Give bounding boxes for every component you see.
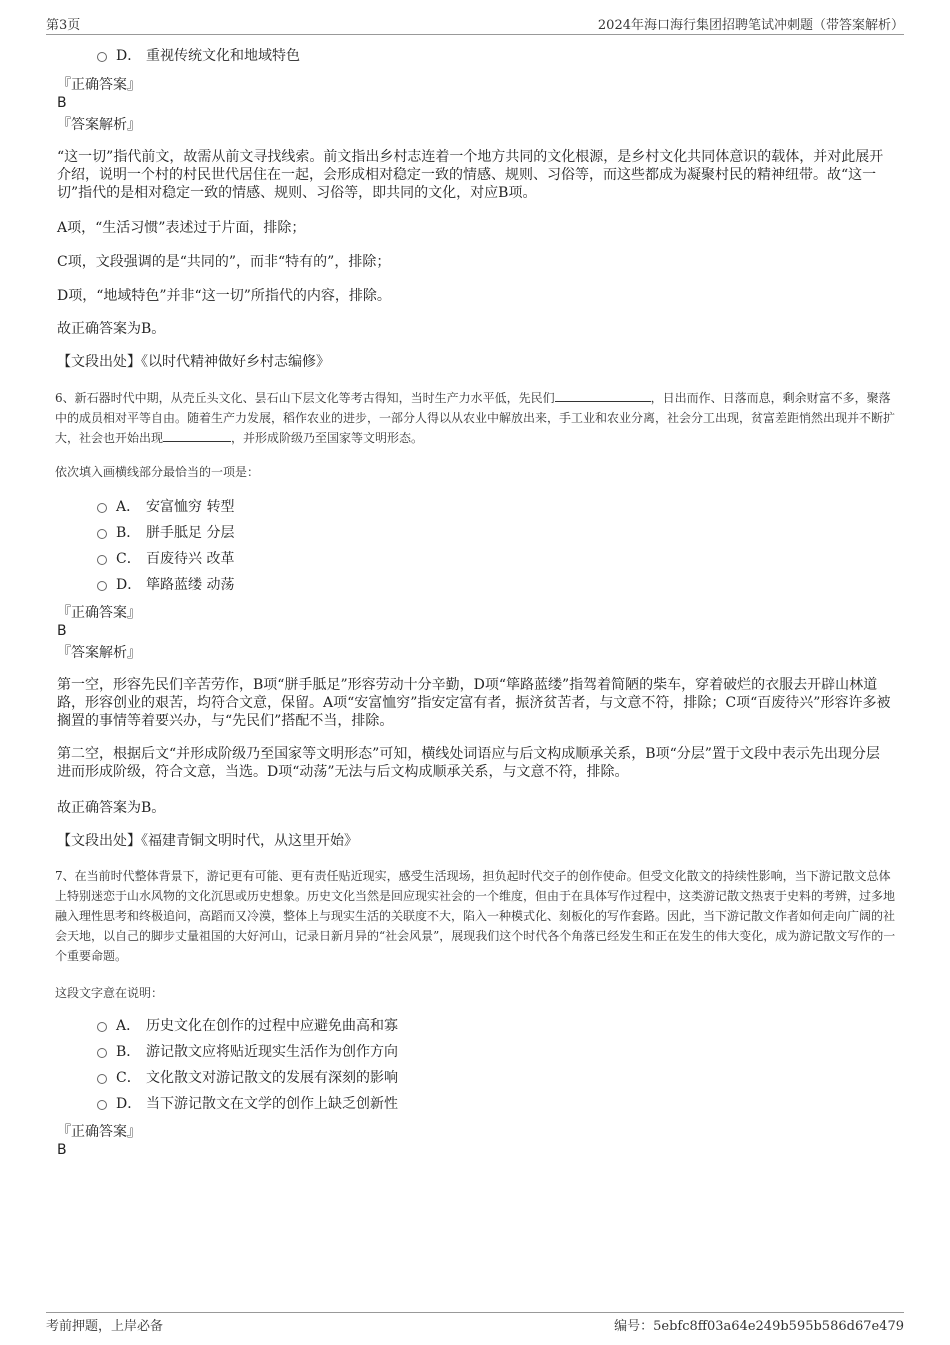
q6-answer: B: [57, 623, 67, 639]
footer-slogan: 考前押题，上岸必备: [46, 1319, 164, 1334]
page-number: 第3页: [46, 18, 81, 33]
page-header: [46, 14, 904, 35]
radio-icon[interactable]: [97, 1100, 107, 1110]
q7-prompt: 这段文字意在说明：: [55, 986, 164, 1000]
q6-analysis-paragraph: 第一空，形容先民们辛苦劳作，B项“胼手胝足”形容劳动十分辛勤，D项“筚路蓝缕”指驾着简陋的柴车，穿着破烂的衣服去开辟山林道路，形容创业的艰苦，均符合文意，保留。A项“安富恤穷”指安定富有者，振济贫苦者，与文意不符，排除；C项“百废待兴”形容许多被搁置的事情等着要兴办，与“先民们”搭配不当，排除。: [57, 677, 891, 729]
radio-icon[interactable]: [97, 581, 107, 591]
q7-question-text: 7、在当前时代整体背景下，游记更有可能、更有责任贴近现实，感受生活现场，担负起时代交子的创作使命。但受文化散文的持续性影响，当下游记散文总体上特别迷恋于山水风物的文化沉思或历史想象。历史文化当然是回应现实社会的一个维度，但由于在具体写作过程中，这类游记散文热衷于史料的考辨，过多地融入理性思考和终极追问，高蹈而又冷漠，整体上与现实生活的关联度不大，陷入一种模式化、刻板化的写作套路。因此，当下游记散文作者如何走向广阔的社会天地，以自己的脚步丈量祖国的大好河山，记录日新月异的“社会风景”，展现我们这个时代各个角落已经发生和正在发生的伟大变化，成为游记散文写作的一个重要命题。: [55, 869, 896, 963]
q6-option-c[interactable]: C． 百废待兴 改革: [97, 549, 234, 569]
q6-prompt: 依次填入画横线部分最恰当的一项是：: [55, 465, 260, 479]
q5-answer: B: [57, 95, 67, 111]
q6-analysis-paragraph: 第二空，根据后文“并形成阶级乃至国家等文明形态”可知，横线处词语应与后文构成顺承关系，B项“分层”置于文段中表示先出现分层进而形成阶级，符合文意，当选。D项“动荡”无法与后文构成顺承关系，与文意不符，排除。: [57, 746, 880, 780]
q5-analysis-paragraph: C项，文段强调的是“共同的”，而非“特有的”，排除；: [57, 254, 391, 270]
q5-option-d[interactable]: D． 重视传统文化和地域特色: [97, 46, 300, 66]
q7-option-b[interactable]: B． 游记散文应将贴近现实生活作为创作方向: [97, 1042, 398, 1062]
radio-icon[interactable]: [97, 529, 107, 539]
q6-option-a[interactable]: A． 安富恤穷 转型: [97, 497, 234, 517]
radio-icon[interactable]: [97, 1048, 107, 1058]
q6-question-text: 6、新石器时代中期，从壳丘头文化、昙石山下层文化等考古得知，当时生产力水平低，先民们 ，日出而作、日落而息，剩余财富不多，聚落中的成员相对平等自由。随着生产力发展，稻作农业的进步，一部分人得以从农业中解放出来，手工业和农业分离，社会分工出现，贫富差距悄然出现并不断扩大，社会也开始出现 ，并形成阶级乃至国家等文明形态。: [55, 391, 896, 445]
q6-source: 【文段出处】《福建青铜文明时代，从这里开始》: [57, 833, 358, 849]
page-footer: [46, 1312, 904, 1337]
fill-in-blank: [163, 429, 231, 442]
q5-analysis-paragraph: A项，“生活习惯”表述过于片面，排除；: [57, 220, 306, 236]
document-id: 编号：5ebfc8ff03a64e249b595b586d67e479: [614, 1319, 904, 1334]
q6-option-d[interactable]: D． 筚路蓝缕 动荡: [97, 575, 234, 595]
q5-analysis-paragraph: “这一切”指代前文，故需从前文寻找线索。前文指出乡村志连着一个地方共同的文化根源，是乡村文化共同体意识的载体，并对此展开介绍，说明一个村的村民世代居住在一起，会形成相对稳定一致的情感、规则、习俗等，而这些都成为凝聚村民的精神纽带。故“这一切”指代的是相对稳定一致的情感、规则、习俗等，即共同的文化，对应B项。: [57, 149, 884, 201]
q5-analysis-label: 『答案解析』: [57, 117, 141, 133]
document-title: 2024年海口海行集团招聘笔试冲刺题（带答案解析）: [597, 18, 904, 33]
q5-analysis-paragraph: D项，“地域特色”并非“这一切”所指代的内容，排除。: [57, 288, 391, 304]
fill-in-blank: [555, 389, 651, 402]
q7-option-a[interactable]: A． 历史文化在创作的过程中应避免曲高和寡: [97, 1016, 398, 1036]
radio-icon[interactable]: [97, 1022, 107, 1032]
radio-icon[interactable]: [97, 503, 107, 513]
q5-source: 【文段出处】《以时代精神做好乡村志编修》: [57, 354, 330, 370]
q7-option-d[interactable]: D． 当下游记散文在文学的创作上缺乏创新性: [97, 1094, 398, 1114]
q7-answer-label: 『正确答案』: [57, 1124, 141, 1140]
q5-answer-label: 『正确答案』: [57, 77, 141, 93]
q7-option-c[interactable]: C． 文化散文对游记散文的发展有深刻的影响: [97, 1068, 398, 1088]
q6-answer-label: 『正确答案』: [57, 605, 141, 621]
q7-answer: B: [57, 1142, 67, 1158]
radio-icon[interactable]: [97, 1074, 107, 1084]
q6-analysis-label: 『答案解析』: [57, 645, 141, 661]
radio-icon[interactable]: [97, 555, 107, 565]
q5-conclusion: 故正确答案为B。: [57, 321, 166, 337]
q6-option-b[interactable]: B． 胼手胝足 分层: [97, 523, 234, 543]
q6-conclusion: 故正确答案为B。: [57, 800, 166, 816]
radio-icon[interactable]: [97, 52, 107, 62]
